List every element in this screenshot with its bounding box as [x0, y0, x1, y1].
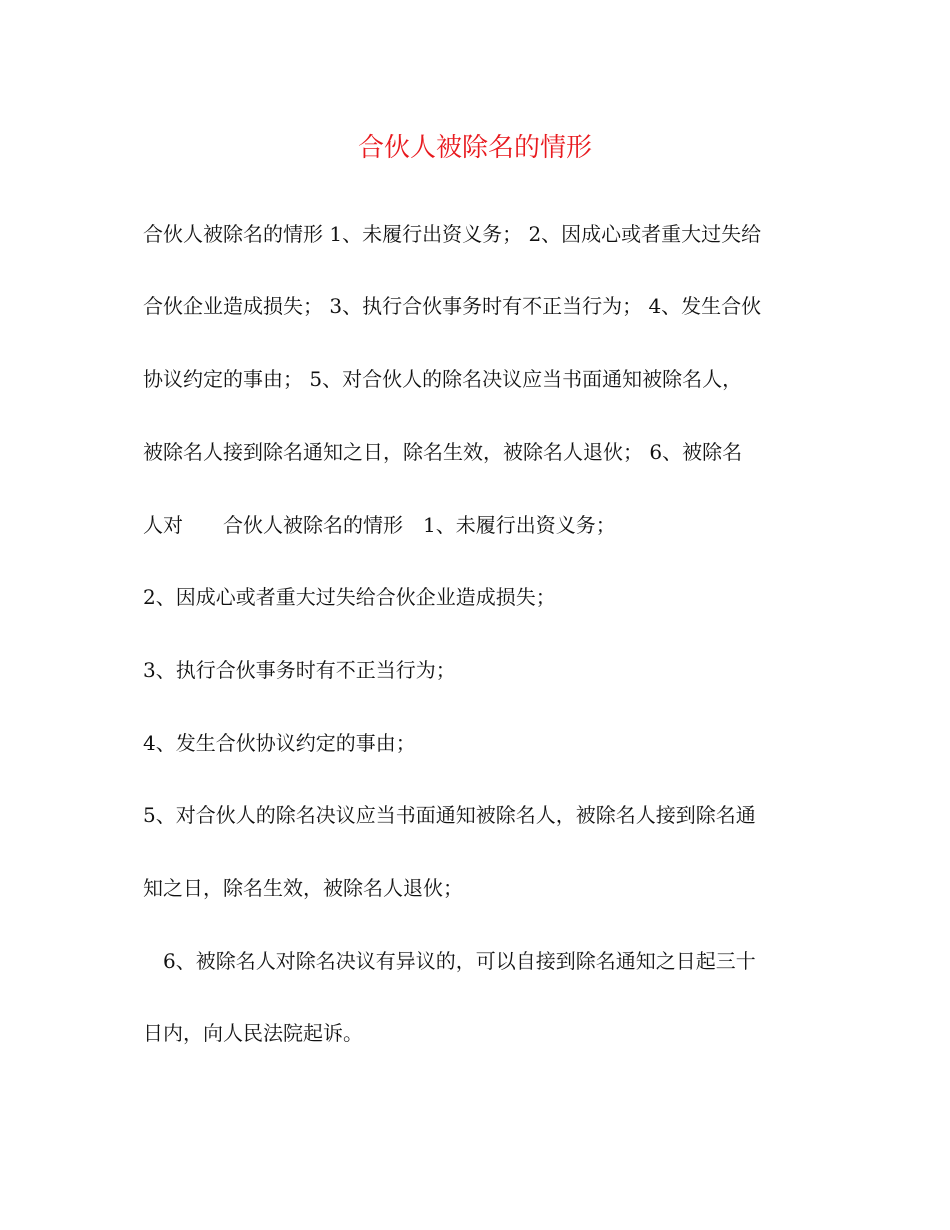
- body-line-3: 协议约定的事由； 5、对合伙人的除名决议应当书面通知被除名人，: [143, 367, 743, 391]
- body-line-1: 合伙人被除名的情形 1、未履行出资义务； 2、因成心或者重大过失给: [143, 222, 762, 246]
- body-line-2: 合伙企业造成损失； 3、执行合伙事务时有不正当行为； 4、发生合伙: [143, 294, 762, 318]
- body-line-10: 知之日，除名生效，被除名人退伙；: [143, 876, 463, 900]
- body-line-11: 6、被除名人对除名决议有异议的，可以自接到除名通知之日起三十: [143, 949, 756, 973]
- page-title: 合伙人被除名的情形: [357, 133, 592, 163]
- body-line-12: 日内，向人民法院起诉。: [143, 1021, 363, 1045]
- body-line-7: 3、执行合伙事务时有不正当行为；: [143, 658, 456, 682]
- body-line-5: 人对 合伙人被除名的情形 1、未履行出资义务；: [143, 513, 616, 537]
- body-line-4: 被除名人接到除名通知之日，除名生效，被除名人退伙； 6、被除名: [143, 440, 743, 464]
- body-line-9: 5、对合伙人的除名决议应当书面通知被除名人，被除名人接到除名通: [143, 803, 756, 827]
- body-line-6: 2、因成心或者重大过失给合伙企业造成损失；: [143, 585, 556, 609]
- body-line-8: 4、发生合伙协议约定的事由；: [143, 731, 416, 755]
